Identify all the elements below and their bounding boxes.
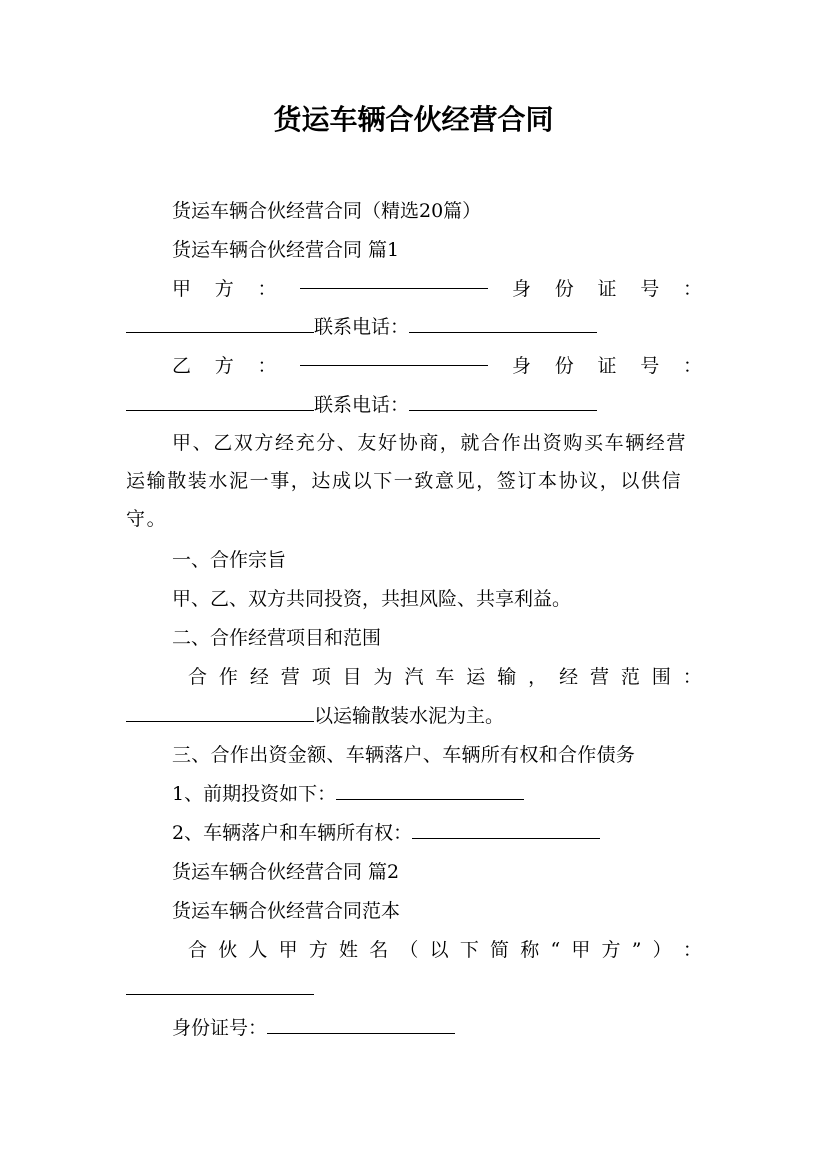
section-2-tail-line: 以运输散装水泥为主。 (126, 697, 702, 735)
id-number-blank (267, 1015, 455, 1034)
id-number-line: 身份证号： (172, 1009, 702, 1047)
party-b-id-blank (126, 392, 314, 411)
item-1-line: 1、前期投资如下： (172, 775, 702, 813)
intro-paragraph: 甲、乙双方经充分、友好协商，就合作出资购买车辆经营运输散装水泥一事，达成以下一致意见，签订本协议，以供信守。 (126, 432, 688, 530)
chapter-1-heading: 货运车辆合伙经营合同 篇1 (172, 239, 400, 261)
party-b-line: 乙 方 ： 身 份 证 号 ： (172, 347, 702, 385)
subtitle: 货运车辆合伙经营合同（精选20篇） (172, 200, 482, 222)
party-b-phone-blank (409, 392, 597, 411)
section-1-body: 甲、乙、双方共同投资，共担风险、共享利益。 (172, 588, 572, 610)
partner-a-name-blank (126, 976, 314, 995)
item-2-line: 2、车辆落户和车辆所有权： (172, 814, 702, 852)
section-3-heading: 三、合作出资金额、车辆落户、车辆所有权和合作债务 (172, 744, 636, 766)
party-b-phone-line (126, 386, 702, 424)
section-2-scope-line: 合 作 经 营 项 目 为 汽 车 运 输 ， 经 营 范 围 ： (188, 666, 702, 688)
scope-blank (126, 703, 314, 722)
party-a-name-blank (300, 270, 488, 289)
party-a-id-blank (126, 314, 314, 333)
investment-blank (336, 781, 524, 800)
party-a-phone-label: 联系电话： (314, 316, 410, 338)
party-b-name-blank (300, 347, 488, 366)
chapter-2-heading: 货运车辆合伙经营合同 篇2 (172, 861, 400, 883)
chapter-2-subheading: 货运车辆合伙经营合同范本 (172, 900, 401, 922)
party-b-phone-label: 联系电话： (314, 394, 410, 416)
section-1-heading: 一、合作宗旨 (172, 549, 287, 571)
party-a-line: 甲 方 ： 身 份 证 号 ： (172, 270, 702, 308)
party-a-phone-line (126, 308, 702, 346)
document-title: 货运车辆合伙经营合同 (273, 103, 554, 136)
partner-a-name-line: 合 伙 人 甲 方 姓 名 （ 以 下 简 称 “ 甲 方 ” ） ： (188, 939, 702, 961)
ownership-blank (412, 820, 600, 839)
partner-a-name-blank-line (126, 970, 702, 1008)
party-a-phone-blank (409, 314, 597, 333)
section-2-heading: 二、合作经营项目和范围 (172, 627, 382, 649)
